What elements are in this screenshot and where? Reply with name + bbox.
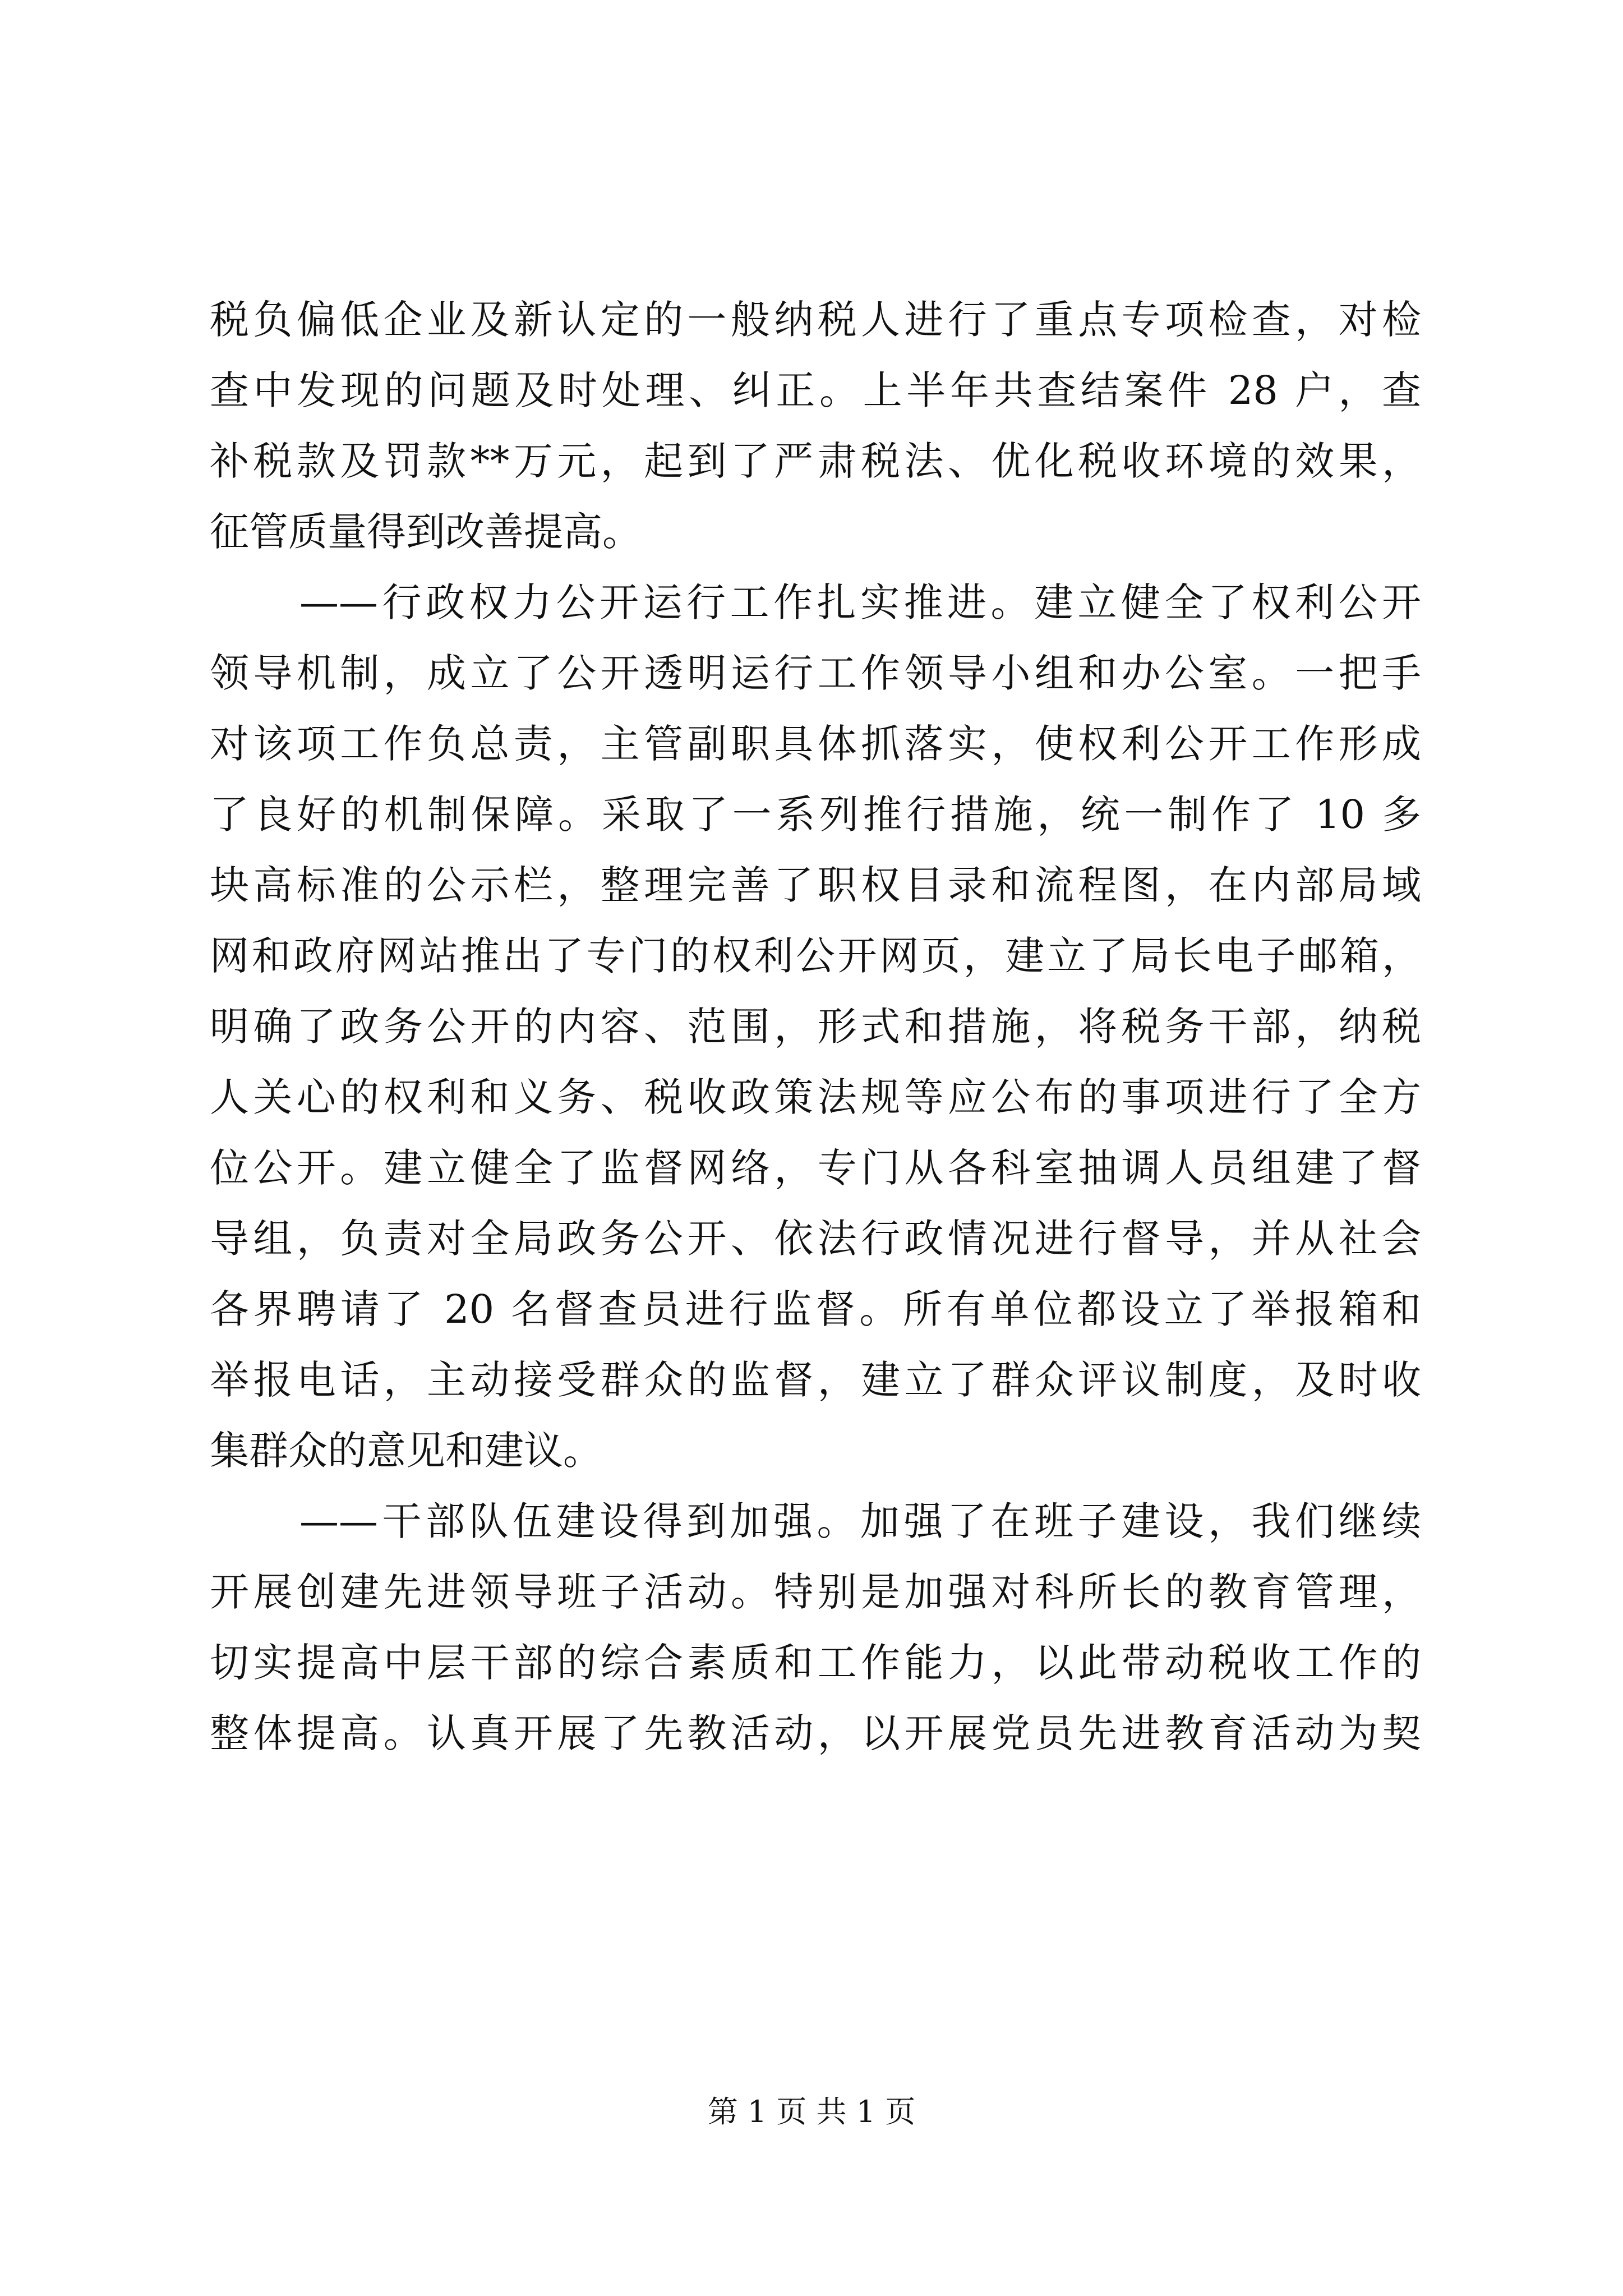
paragraph-line: 补税款及罚款**万元，起到了严肃税法、优化税收环境的效果， [210,438,1421,484]
paragraph-line: 集群众的意见和建议。 [210,1428,602,1474]
paragraph-line: 税负偏低企业及新认定的一般纳税人进行了重点专项检查，对检 [210,297,1421,343]
paragraph-line: 各界聘请了 20 名督查员进行监督。所有单位都设立了举报箱和 [210,1286,1421,1332]
paragraph-line: 明确了政务公开的内容、范围，形式和措施，将税务干部，纳税 [210,1004,1421,1050]
paragraph-line: 举报电话，主动接受群众的监督，建立了群众评议制度，及时收 [210,1357,1421,1403]
paragraph-line: 导组，负责对全局政务公开、依法行政情况进行督导，并从社会 [210,1216,1421,1262]
paragraph-line: ——行政权力公开运行工作扎实推进。建立健全了权利公开 [299,579,1421,625]
page-number-footer: 第 1 页 共 1 页 [707,2094,916,2129]
paragraph-line: 整体提高。认真开展了先教活动，以开展党员先进教育活动为契 [210,1710,1421,1756]
paragraph-line: 开展创建先进领导班子活动。特别是加强对科所长的教育管理， [210,1569,1421,1615]
paragraph-line: 对该项工作负总责，主管副职具体抓落实，使权利公开工作形成 [210,721,1421,767]
paragraph-line: 领导机制，成立了公开透明运行工作领导小组和办公室。一把手 [210,650,1421,696]
paragraph-line: 了良好的机制保障。采取了一系列推行措施，统一制作了 10 多 [210,792,1421,838]
paragraph-line: 位公开。建立健全了监督网络，专门从各科室抽调人员组建了督 [210,1145,1421,1191]
paragraph-line: 切实提高中层干部的综合素质和工作能力，以此带动税收工作的 [210,1640,1421,1686]
paragraph-line: ——干部队伍建设得到加强。加强了在班子建设，我们继续 [299,1498,1421,1544]
paragraph-line: 块高标准的公示栏，整理完善了职权目录和流程图，在内部局域 [210,862,1421,908]
paragraph-line: 征管质量得到改善提高。 [210,509,642,555]
paragraph-line: 人关心的权利和义务、税收政策法规等应公布的事项进行了全方 [210,1074,1421,1120]
paragraph-line: 网和政府网站推出了专门的权利公开网页，建立了局长电子邮箱， [210,933,1421,979]
paragraph-line: 查中发现的问题及时处理、纠正。上半年共查结案件 28 户，查 [210,367,1421,413]
